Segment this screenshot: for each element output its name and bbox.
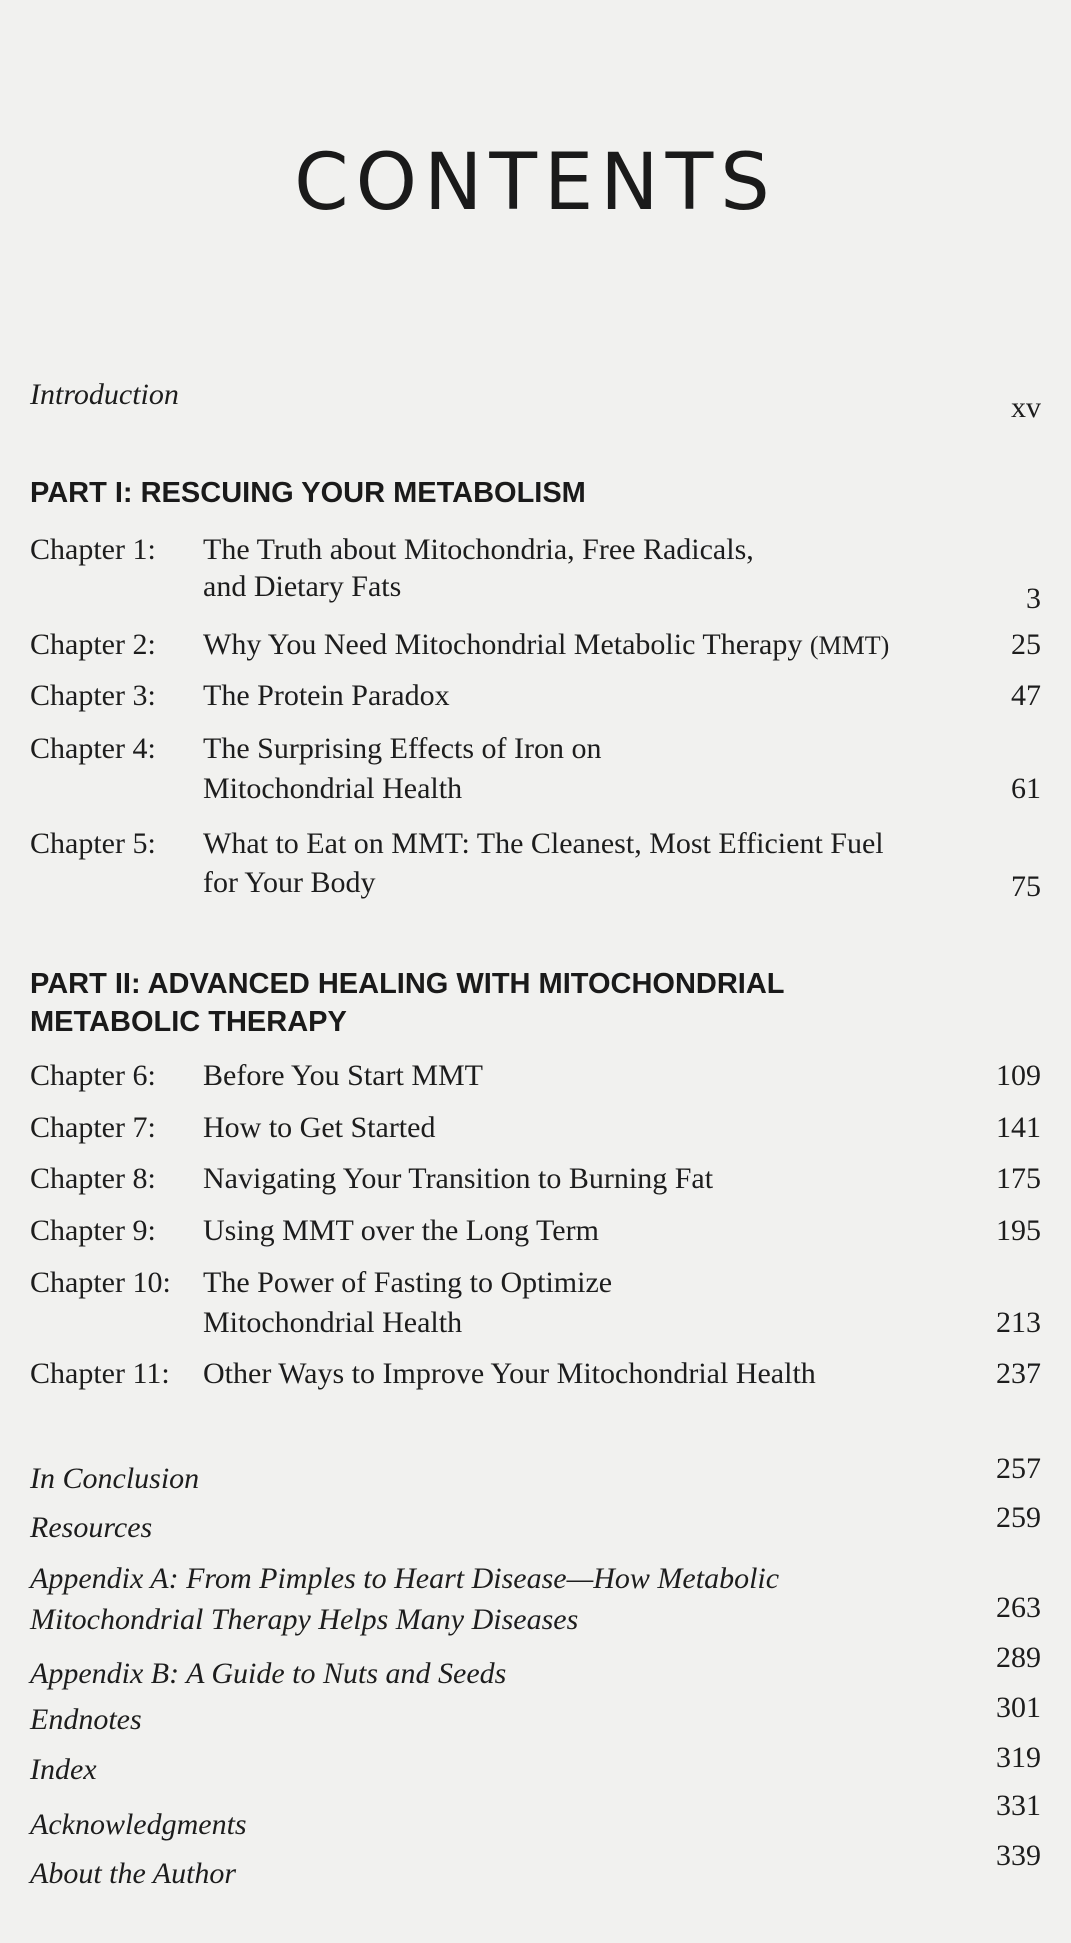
chapter-title-line: The Power of Fasting to Optimize [203,1266,613,1299]
toc-entry-label: About the Author [30,1857,237,1890]
toc-page-number: 195 [996,1214,1041,1247]
chapter-label: Chapter 3: [30,679,156,712]
chapter-label: Chapter 9: [30,1214,156,1247]
toc-page-number: 61 [1011,772,1041,805]
chapter-label: Chapter 6: [30,1059,156,1092]
toc-entry-label: Index [30,1753,97,1786]
toc-page-number: 237 [996,1357,1041,1390]
part-heading: PART I: RESCUING YOUR METABOLISM [30,477,586,509]
toc-page-number: 263 [996,1591,1041,1624]
toc-page-number: 319 [996,1741,1041,1774]
chapter-label: Chapter 1: [30,533,156,566]
toc-page-number: 141 [996,1111,1041,1144]
toc-entry-label: Endnotes [30,1703,142,1736]
toc-page-number: 289 [996,1641,1041,1674]
chapter-title-line: The Truth about Mitochondria, Free Radicals, [203,533,754,566]
toc-page-number: 301 [996,1691,1041,1724]
part-heading: PART II: ADVANCED HEALING WITH MITOCHONDRIAL [30,968,785,1000]
chapter-title-line [203,624,889,666]
chapter-title-line: and Dietary Fats [203,570,402,603]
toc-page-number: 109 [996,1059,1041,1092]
page-title: CONTENTS [294,138,777,228]
chapter-title-text: Why You Need Mitochondrial Metabolic Therapy [203,628,803,661]
toc-entry-label: Resources [30,1511,153,1544]
toc-entry-label: In Conclusion [30,1462,200,1495]
chapter-label: Chapter 2: [30,628,156,661]
chapter-title-line: Mitochondrial Health [203,1306,463,1339]
part-heading-cont: METABOLIC THERAPY [30,1006,347,1038]
toc-page-number: 175 [996,1162,1041,1195]
toc-page-number: 47 [1011,679,1041,712]
chapter-title-line: Mitochondrial Health [203,772,463,805]
chapter-title-line: Navigating Your Transition to Burning Fat [203,1162,714,1195]
chapter-label: Chapter 11: [30,1357,170,1390]
toc-entry-label: Introduction [30,378,179,411]
chapter-title-line: for Your Body [203,866,376,899]
toc-page-number: 331 [996,1789,1041,1822]
toc-page-number: 25 [1011,628,1041,661]
chapter-title-line: Other Ways to Improve Your Mitochondrial Health [203,1357,816,1390]
chapter-title-line: How to Get Started [203,1111,436,1144]
chapter-label: Chapter 4: [30,732,156,765]
chapter-title-line: The Surprising Effects of Iron on [203,732,602,765]
chapter-title-line: What to Eat on MMT: The Cleanest, Most Efficient Fuel [203,827,884,860]
chapter-label: Chapter 8: [30,1162,156,1195]
toc-entry-label: Appendix B: A Guide to Nuts and Seeds [30,1657,507,1690]
toc-entry-label: Mitochondrial Therapy Helps Many Diseases [30,1603,579,1636]
chapter-label: Chapter 5: [30,827,156,860]
chapter-label: Chapter 10: [30,1266,171,1299]
toc-page-number: 3 [1026,582,1041,615]
toc-page-number: 339 [996,1839,1041,1872]
toc-page-number: 259 [996,1501,1041,1534]
toc-entry-label: Acknowledgments [30,1808,247,1841]
toc-page-number: 257 [996,1452,1041,1485]
toc-page-number: xv [1011,391,1041,424]
chapter-title-line: Before You Start MMT [203,1059,484,1092]
chapter-title-line: The Protein Paradox [203,679,450,712]
chapter-title-abbr: (MMT) [809,631,890,660]
chapter-label: Chapter 7: [30,1111,156,1144]
toc-entry-label: Appendix A: From Pimples to Heart Disease—How Metabolic [30,1562,780,1595]
toc-page-number: 213 [996,1306,1041,1339]
chapter-title-line: Using MMT over the Long Term [203,1214,599,1247]
toc-page-number: 75 [1011,870,1041,903]
